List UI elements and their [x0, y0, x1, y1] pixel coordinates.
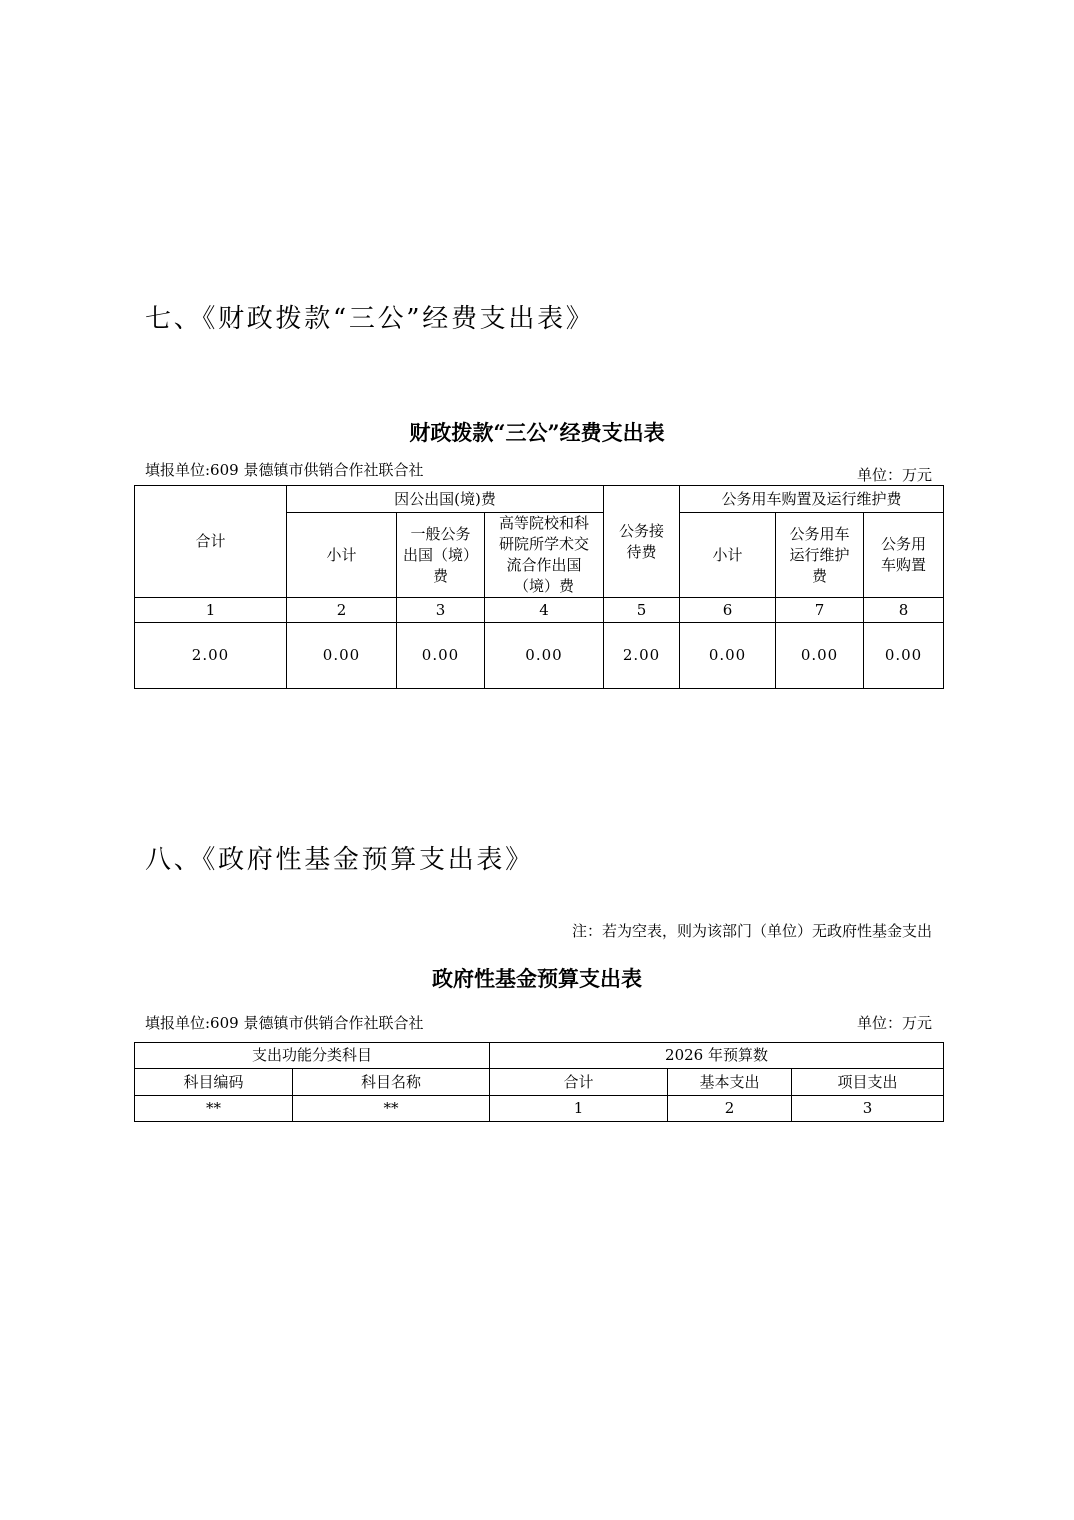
header-vehicle-purchase-line: 车购置	[881, 556, 927, 574]
fund-data-row	[135, 1096, 944, 1122]
three-public-expense-table	[134, 485, 944, 689]
column-number: 5	[604, 598, 680, 623]
column-number: 3	[397, 598, 485, 623]
section8-empty-note: 注：若为空表，则为该部门（单位）无政府性基金支出	[571, 922, 932, 940]
header-abroad-group: 因公出国(境)费	[287, 486, 604, 513]
header-vehicle-operation	[776, 513, 864, 598]
header-reception-line: 待费	[626, 542, 657, 561]
header-general-abroad-line: 费	[432, 566, 448, 585]
header-row-1	[135, 486, 944, 513]
header-general-abroad-line: 出国（境）	[402, 545, 478, 564]
header-budget-group: 2026 年预算数	[490, 1043, 944, 1069]
header-academic-abroad-line: 高等院校和科	[499, 514, 590, 532]
header-academic-abroad-line: 研院所学术交	[499, 535, 590, 553]
header-reception-line: 公务接	[619, 521, 665, 540]
value-reception: 2.00	[604, 623, 680, 689]
section8-heading: 八、《政府性基金预算支出表》	[145, 845, 534, 875]
header-category-group: 支出功能分类科目	[135, 1043, 490, 1069]
cell-project-expense: 3	[792, 1096, 944, 1122]
header-vehicle-operation-line: 公务用车	[789, 524, 850, 543]
column-number: 4	[485, 598, 604, 623]
header-total: 合计	[135, 486, 287, 598]
section8-filler-unit: 填报单位:609 景德镇市供销合作社联合社	[145, 1014, 424, 1032]
value-vehicle-subtotal: 0.00	[680, 623, 776, 689]
column-number-row	[135, 598, 944, 623]
value-vehicle-purchase: 0.00	[864, 623, 944, 689]
fund-header-row-1	[135, 1043, 944, 1069]
header-vehicle-operation-line: 运行维护	[789, 545, 850, 564]
header-abroad-subtotal: 小计	[287, 513, 397, 598]
cell-basic-expense: 2	[668, 1096, 792, 1122]
cell-subject-code: **	[135, 1096, 293, 1122]
section7-table-title: 财政拨款“三公”经费支出表	[409, 420, 665, 445]
header-total: 合计	[490, 1069, 668, 1096]
value-abroad-subtotal: 0.00	[287, 623, 397, 689]
column-number: 8	[864, 598, 944, 623]
header-general-abroad	[397, 513, 485, 598]
header-project-expense: 项目支出	[792, 1069, 944, 1096]
column-number: 2	[287, 598, 397, 623]
header-reception	[604, 486, 680, 598]
header-vehicle-group: 公务用车购置及运行维护费	[680, 486, 944, 513]
header-basic-expense: 基本支出	[668, 1069, 792, 1096]
header-academic-abroad	[485, 513, 604, 598]
header-vehicle-subtotal: 小计	[680, 513, 776, 598]
header-general-abroad-line: 一般公务	[410, 524, 471, 543]
value-general-abroad: 0.00	[397, 623, 485, 689]
header-subject-code: 科目编码	[135, 1069, 293, 1096]
value-vehicle-operation: 0.00	[776, 623, 864, 689]
cell-subject-name: **	[293, 1096, 490, 1122]
header-academic-abroad-line: 流合作出国	[506, 556, 582, 574]
column-number: 7	[776, 598, 864, 623]
value-total: 2.00	[135, 623, 287, 689]
section8-currency-unit: 单位：万元	[856, 1014, 932, 1032]
column-number: 1	[135, 598, 287, 623]
header-vehicle-purchase-line: 公务用	[881, 535, 927, 553]
fund-header-row-2	[135, 1069, 944, 1096]
section7-currency-unit: 单位：万元	[856, 466, 932, 484]
cell-total: 1	[490, 1096, 668, 1122]
section8-table-title: 政府性基金预算支出表	[432, 966, 642, 991]
header-subject-name: 科目名称	[293, 1069, 490, 1096]
value-academic-abroad: 0.00	[485, 623, 604, 689]
section7-filler-unit: 填报单位:609 景德镇市供销合作社联合社	[145, 461, 424, 479]
column-number: 6	[680, 598, 776, 623]
value-row	[135, 623, 944, 689]
government-fund-table	[134, 1042, 944, 1122]
section7-heading: 七、《财政拨款“三公”经费支出表》	[145, 304, 595, 334]
header-vehicle-operation-line: 费	[812, 566, 828, 585]
header-vehicle-purchase	[864, 513, 944, 598]
header-academic-abroad-line: （境）费	[514, 577, 575, 595]
